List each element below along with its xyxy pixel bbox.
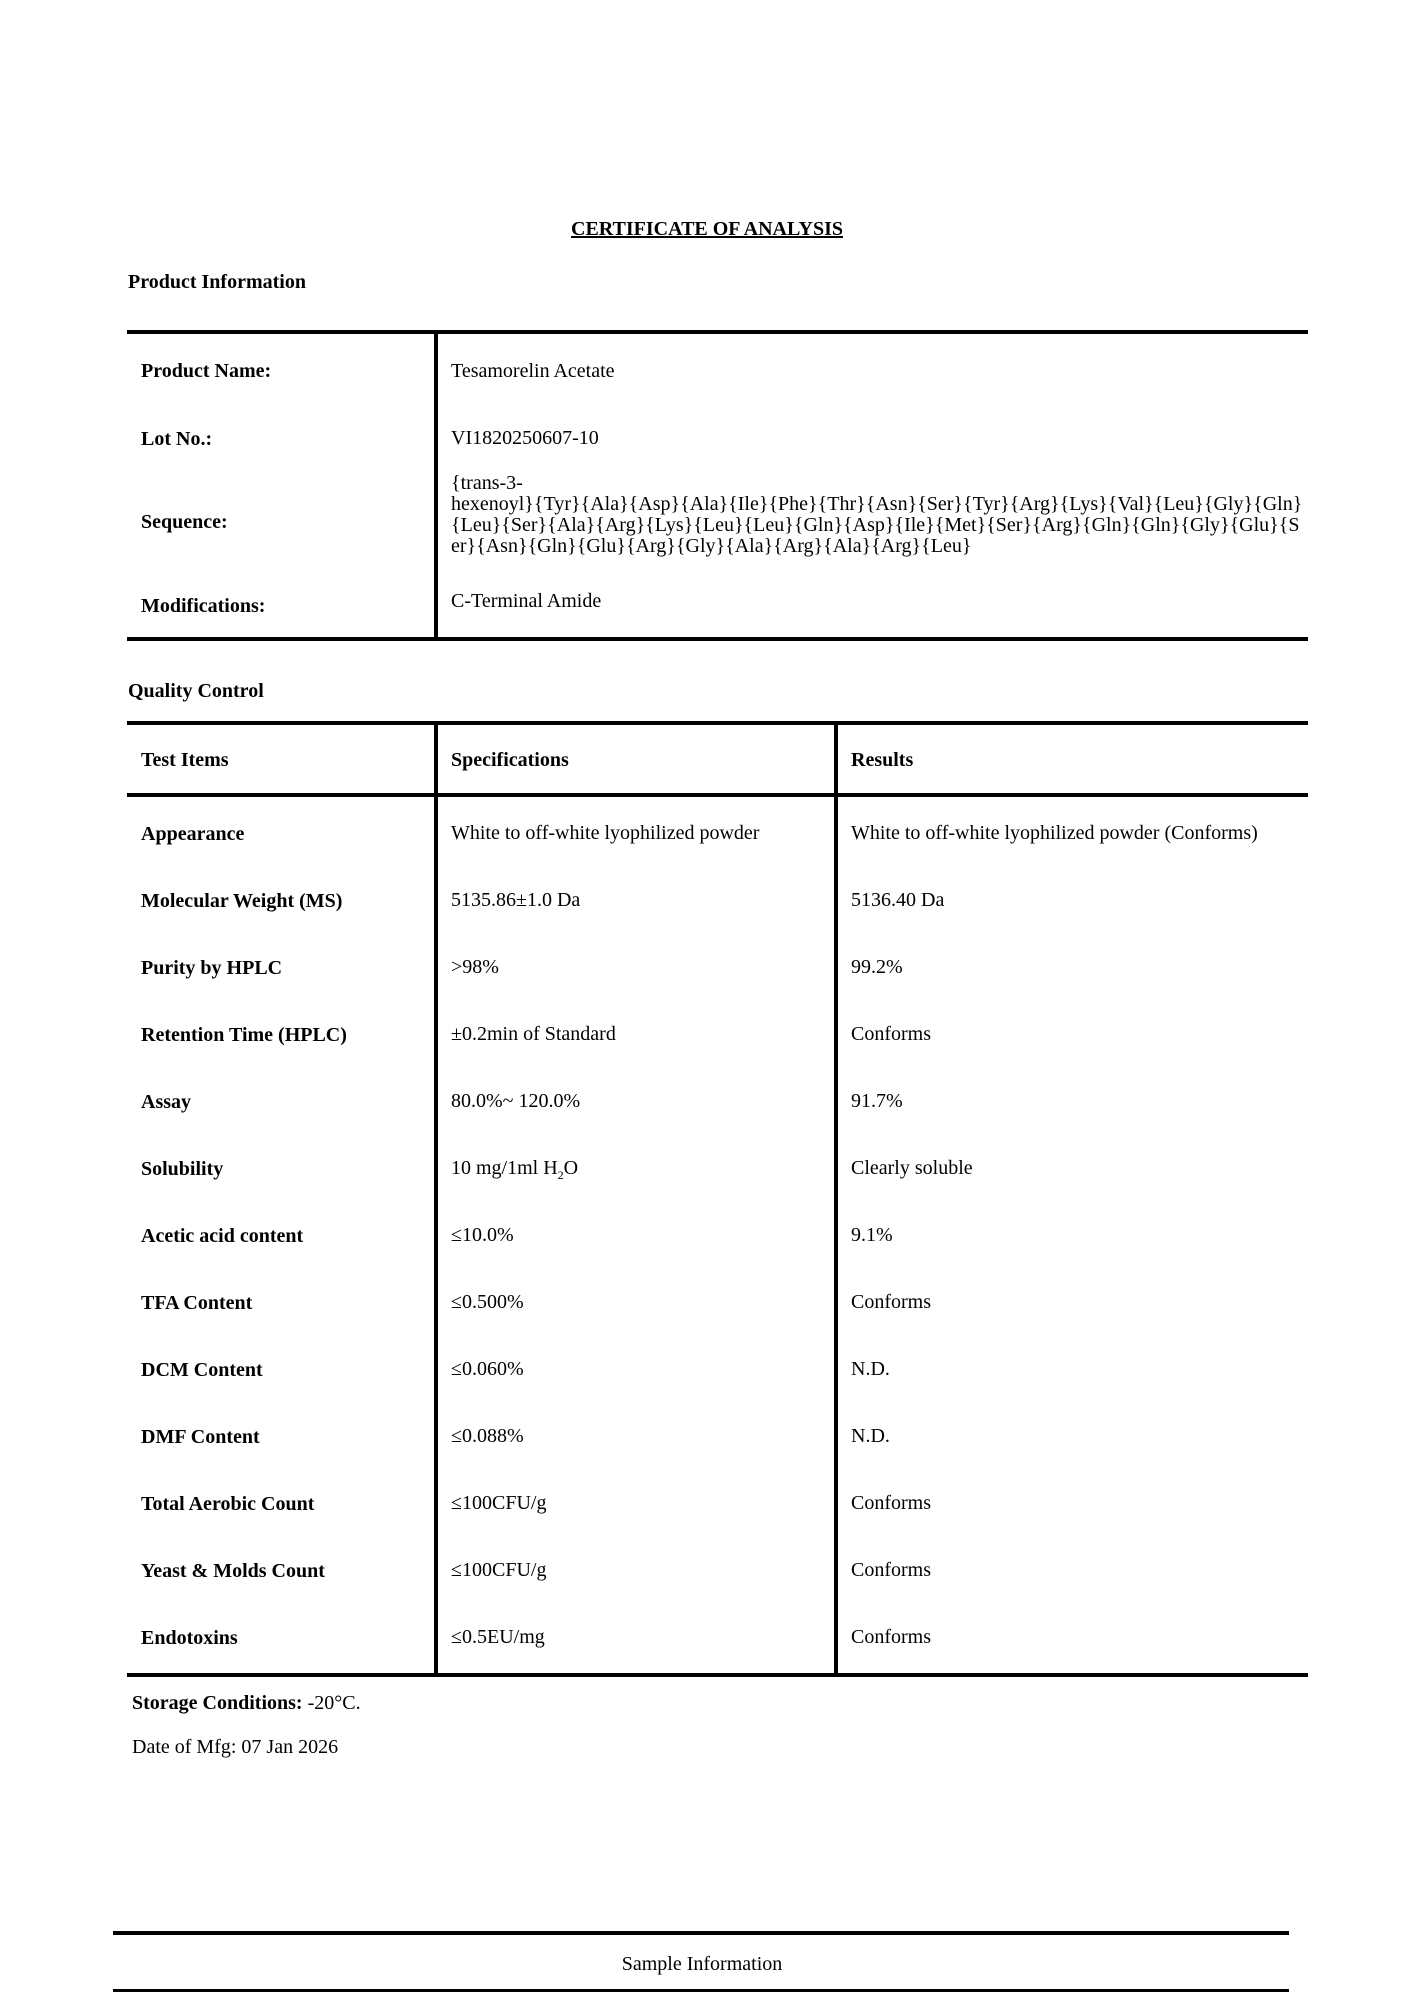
qc-header-results: Results <box>851 749 914 771</box>
qc-row-6-spec: ≤10.0% <box>451 1224 514 1246</box>
qc-row-0-result: White to off-white lyophilized powder (Conforms) <box>851 822 1258 844</box>
sequence-line-1: {trans-3- <box>451 472 523 494</box>
product-name-label: Product Name: <box>141 360 272 382</box>
qc-row-5-test: Solubility <box>141 1158 224 1180</box>
qc-row-10-result: Conforms <box>851 1492 931 1514</box>
qc-row-5-spec-subscript: 2 <box>557 1168 564 1182</box>
qc-row-11-spec: ≤100CFU/g <box>451 1559 547 1581</box>
qc-row-7-spec: ≤0.500% <box>451 1291 524 1313</box>
qc-row-2-result: 99.2% <box>851 956 903 978</box>
qc-row-4-test: Assay <box>141 1091 192 1113</box>
qc-row-9-result: N.D. <box>851 1425 890 1447</box>
product-table-bottom-rule <box>127 637 1308 641</box>
qc-row-1-spec: 5135.86±1.0 Da <box>451 889 581 911</box>
sequence-rest: hexenoyl}{Tyr}{Ala}{Asp}{Ala}{Ile}{Phe}{Thr}{Asn}{Ser}{Tyr}{Arg}{Lys}{Val}{Leu}{Gly}{Gln}{Leu}{Ser}{Ala}{Arg}{Lys}{Leu}{Leu}{Gln}{Asp}{Ile}{Met}{Ser}{Arg}{Gln}{Gln}{Gly}{Glu}{Ser}{Asn}{Gln}{Glu}{Arg}{Gly}{Ala}{Arg}{Ala}{Arg}{Leu} <box>451 493 1303 557</box>
qc-row-5-result: Clearly soluble <box>851 1157 973 1179</box>
qc-row-0-spec: White to off-white lyophilized powder <box>451 822 760 844</box>
qc-divider-2 <box>834 721 838 1677</box>
qc-row-2-test: Purity by HPLC <box>141 957 283 979</box>
qc-row-5-spec-suffix: O <box>563 1157 579 1179</box>
qc-row-6-test: Acetic acid content <box>141 1225 304 1247</box>
product-table-divider <box>434 330 438 640</box>
date-of-mfg: Date of Mfg: 07 Jan 2026 <box>132 1736 339 1758</box>
qc-header-test-items: Test Items <box>141 749 229 771</box>
storage-conditions-label: Storage Conditions: <box>132 1692 303 1714</box>
qc-row-4-result: 91.7% <box>851 1090 903 1112</box>
document-title: CERTIFICATE OF ANALYSIS <box>571 218 843 240</box>
qc-header-specifications: Specifications <box>451 749 569 771</box>
qc-row-9-test: DMF Content <box>141 1426 260 1448</box>
qc-row-11-result: Conforms <box>851 1559 931 1581</box>
qc-row-3-spec: ±0.2min of Standard <box>451 1023 616 1045</box>
qc-row-7-test: TFA Content <box>141 1292 253 1314</box>
footer-bottom-rule <box>113 1989 1289 1992</box>
qc-row-8-spec: ≤0.060% <box>451 1358 524 1380</box>
product-table-top-rule <box>127 330 1308 334</box>
qc-divider-1 <box>434 721 438 1677</box>
qc-table-bottom-rule <box>127 1673 1308 1677</box>
qc-row-1-test: Molecular Weight (MS) <box>141 890 343 912</box>
qc-row-3-test: Retention Time (HPLC) <box>141 1024 347 1046</box>
lot-no-value: VI1820250607-10 <box>451 427 599 449</box>
modifications-value: C-Terminal Amide <box>451 590 602 612</box>
qc-row-6-result: 9.1% <box>851 1224 893 1246</box>
sequence-label: Sequence: <box>141 511 228 533</box>
lot-no-label: Lot No.: <box>141 428 213 450</box>
qc-row-12-spec: ≤0.5EU/mg <box>451 1626 545 1648</box>
product-name-value: Tesamorelin Acetate <box>451 360 615 382</box>
qc-row-5-spec-prefix: 10 mg/1ml H <box>451 1157 558 1179</box>
qc-row-9-spec: ≤0.088% <box>451 1425 524 1447</box>
storage-conditions <box>132 1692 361 1715</box>
qc-row-12-result: Conforms <box>851 1626 931 1648</box>
qc-row-8-test: DCM Content <box>141 1359 263 1381</box>
qc-row-4-spec: 80.0%~ 120.0% <box>451 1090 581 1112</box>
modifications-label: Modifications: <box>141 595 266 617</box>
storage-conditions-value: -20°C. <box>302 1692 361 1714</box>
qc-row-0-test: Appearance <box>141 823 245 845</box>
footer-top-rule <box>113 1931 1289 1935</box>
qc-table-top-rule <box>127 721 1308 725</box>
quality-control-heading: Quality Control <box>128 680 264 702</box>
qc-row-10-spec: ≤100CFU/g <box>451 1492 547 1514</box>
qc-row-8-result: N.D. <box>851 1358 890 1380</box>
sample-information-label: Sample Information <box>621 1953 783 1975</box>
sequence-value <box>451 473 1306 557</box>
qc-row-12-test: Endotoxins <box>141 1627 238 1649</box>
product-info-heading: Product Information <box>128 271 306 293</box>
qc-row-3-result: Conforms <box>851 1023 931 1045</box>
qc-row-1-result: 5136.40 Da <box>851 889 945 911</box>
qc-row-11-test: Yeast & Molds Count <box>141 1560 325 1582</box>
qc-row-2-spec: >98% <box>451 956 499 978</box>
qc-header-rule <box>127 793 1308 797</box>
qc-row-7-result: Conforms <box>851 1291 931 1313</box>
qc-row-10-test: Total Aerobic Count <box>141 1493 315 1515</box>
qc-row-5-spec <box>451 1157 578 1183</box>
